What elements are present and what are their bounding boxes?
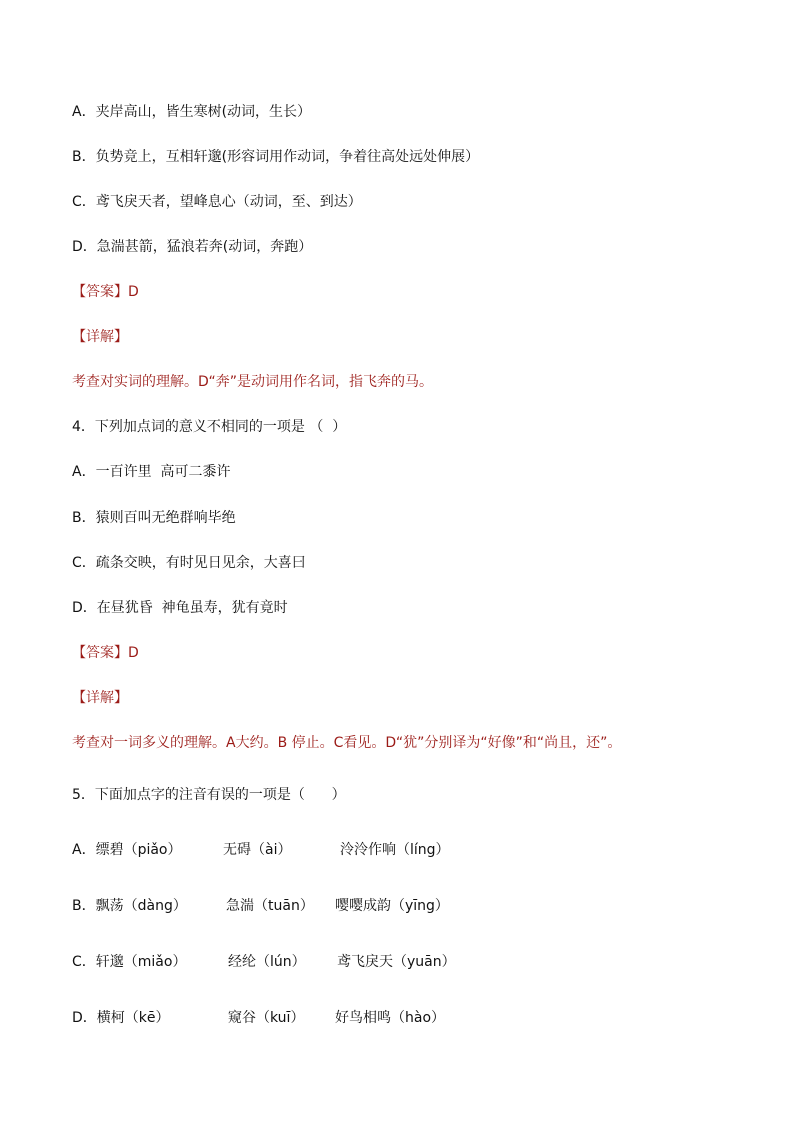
q3-option-b: B．负势竞上，互相轩邈(形容词用作动词，争着往高处远处伸展） — [72, 149, 480, 165]
q5-option-c-item-2: 经纶（lún） — [228, 954, 306, 970]
q5-option-c-item-1: C．轩邈（miǎo） — [72, 954, 187, 970]
q3-detail-label: 【详解】 — [72, 329, 128, 345]
q5-option-a-item-2: 无碍（ài） — [223, 842, 292, 858]
q3-detail-text: 考查对实词的理解。D“奔”是动词用作名词，指飞奔的马。 — [72, 374, 433, 390]
answer-label: 【答案】 — [72, 645, 128, 661]
q4-question: 4．下列加点词的意义不相同的一项是 （ ） — [72, 419, 347, 435]
q5-option-d-item-3: 好鸟相鸣（hào） — [335, 1010, 446, 1026]
answer-value: D — [128, 645, 139, 661]
q5-option-c-item-3: 鸢飞戾天（yuān） — [337, 954, 456, 970]
answer-label: 【答案】 — [72, 284, 128, 300]
q4-answer — [72, 644, 139, 662]
q3-option-d: D．急湍甚箭，猛浪若奔(动词，奔跑） — [72, 239, 313, 255]
q5-option-b-item-1: B．飘荡（dàng） — [72, 898, 187, 914]
q4-option-b: B．猿则百叫无绝群响毕绝 — [72, 510, 236, 526]
q4-detail-text: 考查对一词多义的理解。A大约。B 停止。C看见。D“犹”分别译为“好像”和“尚且，还”。 — [72, 735, 622, 751]
q3-option-a: A．夹岸高山，皆生寒树(动词，生长） — [72, 104, 312, 120]
q5-option-b-item-3: 嘤嘤成韵（yīng） — [335, 898, 449, 914]
q4-option-a: A．一百许里 高可二黍许 — [72, 464, 231, 480]
q5-option-d-item-1: D．横柯（kē） — [72, 1010, 170, 1026]
q3-answer — [72, 283, 139, 301]
q5-option-d-item-2: 窥谷（kuī） — [228, 1010, 305, 1026]
q4-option-c: C．疏条交映，有时见日见余，大喜曰 — [72, 555, 306, 571]
answer-value: D — [128, 284, 139, 300]
q5-option-a-item-1: A．缥碧（piǎo） — [72, 842, 182, 858]
q5-option-a-item-3: 泠泠作响（líng） — [340, 842, 450, 858]
q4-option-d: D．在昼犹昏 神龟虽寿，犹有竟时 — [72, 600, 288, 616]
q5-question: 5．下面加点字的注音有误的一项是（ ） — [72, 787, 346, 803]
q5-option-b-item-2: 急湍（tuān） — [226, 898, 314, 914]
q4-detail-label: 【详解】 — [72, 690, 128, 706]
q3-option-c: C．鸢飞戾天者，望峰息心（动词，至、到达） — [72, 194, 362, 210]
